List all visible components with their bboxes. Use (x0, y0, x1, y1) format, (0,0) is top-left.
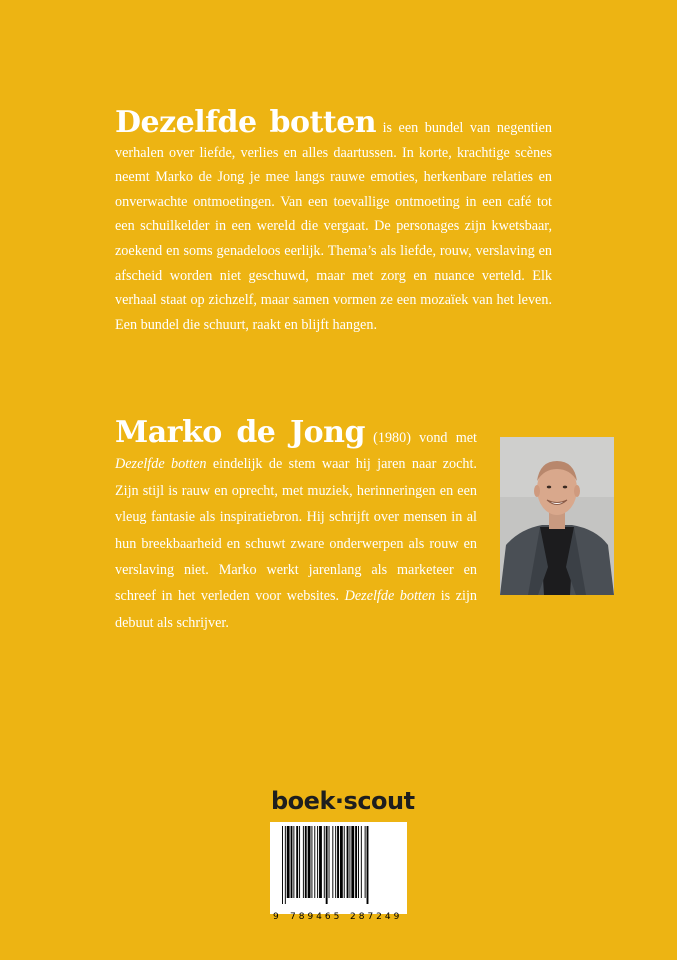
blurb-text: is een bundel van negentien verhalen over liefde, verlies en alles daartussen. In korte, krachtige scènes neemt Marko de Jong je mee langs rauwe emoties, herkenbare relaties en onverwachte ontmoetingen. Van een toevallige ontmoeting in een café tot een schuilkelder in een wereld die vergaat. De personages zijn kwetsbaar, zoekend en soms genadeloos eerlijk. Thema’s als liefde, rouw, verslaving en afscheid worden niet geschuwd, maar met zorg en nuance verteld. Elk verhaal staat op zichzelf, maar samen vormen ze een mozaïek van het leven. Een bundel die schuurt, raakt en blijft hangen. (115, 120, 552, 333)
barcode-bar (349, 826, 350, 898)
barcode-bar (337, 826, 339, 898)
barcode-bar (335, 826, 336, 898)
barcode-bar (317, 826, 318, 898)
barcode-group-2: 287249 (350, 912, 403, 922)
barcode-bar (293, 826, 294, 898)
bio-text-3: is zijn debuut als schrijver. (115, 588, 477, 631)
barcode-bar (314, 826, 315, 898)
book-title: Dezelfde botten (115, 105, 377, 140)
barcode-bar (355, 826, 357, 898)
bio-book-title-1: Dezelfde botten (115, 456, 207, 473)
barcode-bar (311, 826, 312, 898)
bio-text-2: eindelijk de stem waar hij jaren naar zocht. Zijn stijl is rauw en oprecht, met muziek, herinneringen en een vleug fantasie als inspiratiebron. Hij schrijft over mensen in al hun breekbaarheid en schuwt zware onderwerpen als rouw en verslaving niet. Marko werkt jarenlang als marketeer en schreef in het verleden voor websites. (115, 456, 477, 605)
barcode-bar (287, 826, 290, 898)
logo-part2: scout (343, 787, 415, 815)
barcode-bar (344, 826, 345, 898)
barcode-bar (347, 826, 349, 898)
barcode-bar (324, 826, 325, 898)
barcode-bar (285, 826, 286, 904)
barcode-bar (332, 826, 333, 898)
logo-separator: · (334, 787, 344, 815)
barcode-bar (358, 826, 359, 898)
author-name: Marko de Jong (115, 415, 365, 450)
author-photo (500, 437, 614, 595)
barcode-bar (319, 826, 322, 898)
barcode-bar (351, 826, 354, 898)
barcode-bar (361, 826, 362, 898)
barcode-bar (282, 826, 283, 904)
barcode-bar (303, 826, 304, 898)
author-bio (115, 415, 477, 636)
barcode-bar (291, 826, 293, 898)
isbn-barcode (270, 822, 407, 922)
barcode-bar (367, 826, 369, 904)
bio-text-1: (1980) vond met (364, 430, 477, 446)
barcode-bar (340, 826, 343, 898)
logo-part1: boek (271, 787, 335, 815)
barcode-bar (329, 826, 330, 898)
barcode-digit-first: 9 (273, 912, 279, 922)
barcode-bar (299, 826, 300, 898)
barcode-bar (308, 826, 311, 898)
book-blurb (115, 105, 552, 337)
publisher-logo (271, 786, 415, 816)
barcode-bar (365, 826, 366, 898)
bio-book-title-2: Dezelfde botten (344, 588, 436, 605)
barcode-group-1: 789465 (290, 912, 343, 922)
barcode-bar (326, 826, 328, 904)
barcode-bar (305, 826, 307, 898)
barcode-bar (296, 826, 298, 898)
